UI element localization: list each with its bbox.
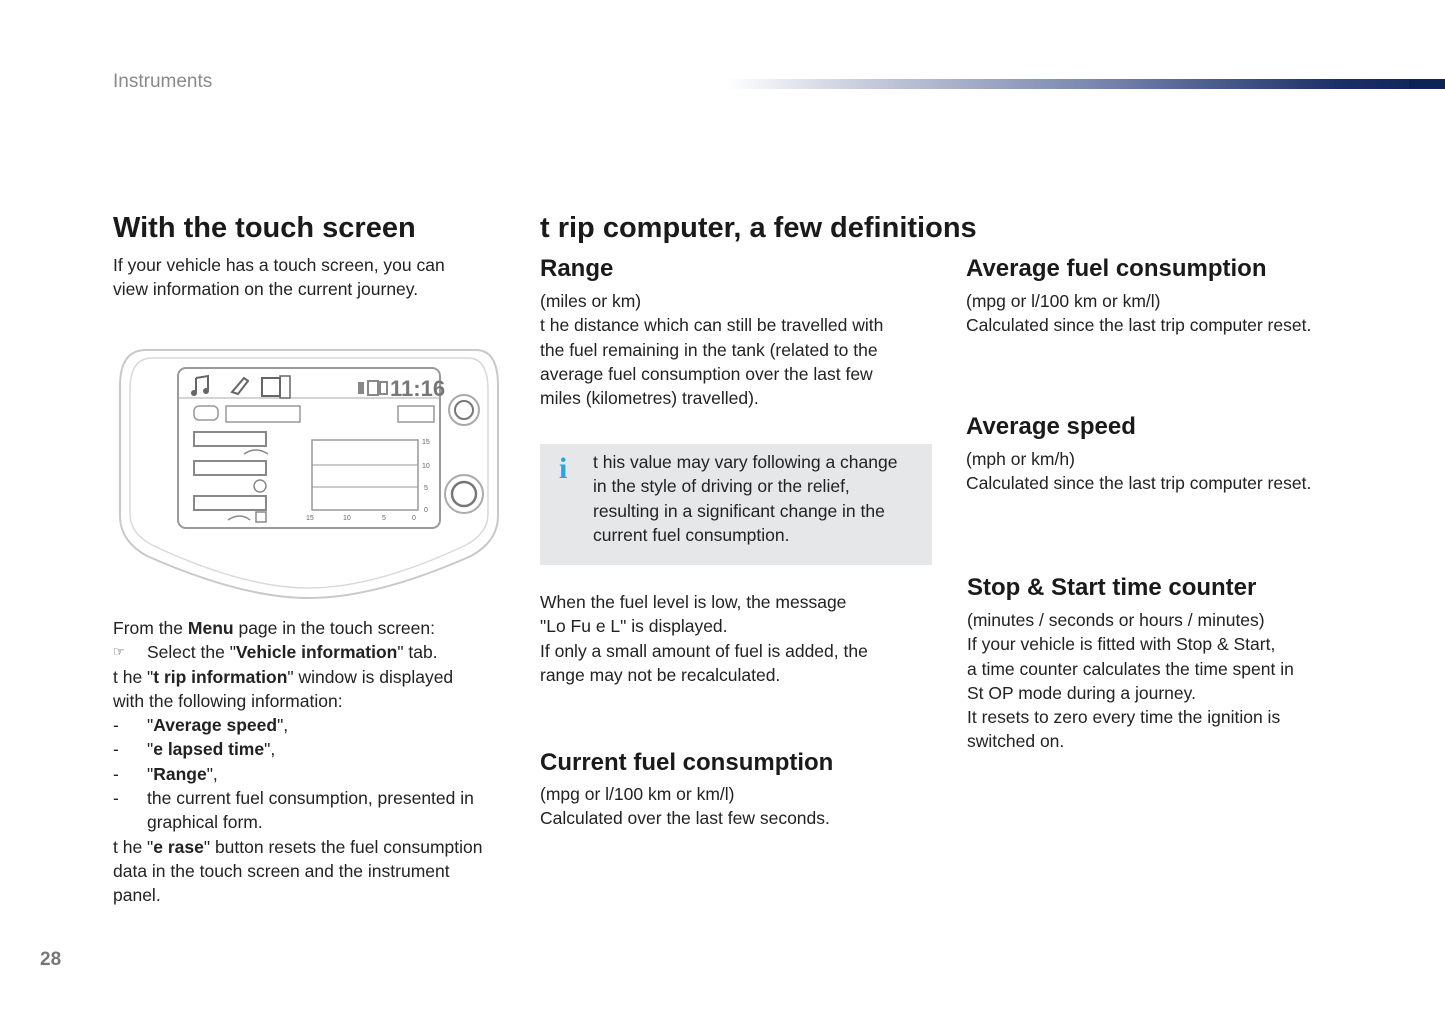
- list-item: - "Range",: [113, 763, 218, 784]
- info-text: t his value may vary following a change in the style of driving or the relief, resulting in a significant change in the current fuel consumption.: [593, 452, 898, 545]
- touch-screen-illustration: [116, 346, 502, 602]
- erase-description: t he "e rase" button resets the fuel consumption: [113, 836, 483, 857]
- pointing-hand-icon: ☞: [113, 644, 125, 660]
- trip-computer-heading: t rip computer, a few definitions: [540, 212, 977, 244]
- page-number: 28: [40, 949, 62, 970]
- current-consumption-heading: Current fuel consumption: [540, 749, 834, 776]
- list-item: - "Average speed",: [113, 715, 289, 736]
- header-gradient-bar: [726, 79, 1445, 89]
- bottom-knob-icon: [445, 475, 483, 513]
- low-fuel-text: When the fuel level is low, the message "Lo Fu e L" is displayed. If only a small amount of fuel is added, the range may not be recalculated.: [540, 592, 868, 685]
- average-fuel-text: (mpg or l/100 km or km/l) Calculated since the last trip computer reset.: [966, 291, 1312, 336]
- average-speed-heading: Average speed: [966, 413, 1136, 440]
- top-knob-icon: [449, 395, 479, 425]
- svg-text:15: 15: [306, 515, 314, 522]
- list-item: - the current fuel consumption, presented in graphical form.: [113, 788, 474, 833]
- screen-clock: 11:16: [390, 376, 446, 401]
- svg-text:15: 15: [422, 439, 430, 446]
- svg-text:5: 5: [424, 485, 428, 492]
- select-instruction: ☞ Select the "Vehicle information" tab.: [113, 640, 513, 664]
- svg-text:10: 10: [422, 463, 430, 470]
- average-fuel-heading: Average fuel consumption: [966, 255, 1267, 282]
- average-speed-text: (mph or km/h) Calculated since the last trip computer reset.: [966, 449, 1312, 494]
- info-box: [540, 444, 932, 565]
- svg-text:0: 0: [424, 507, 428, 514]
- info-icon: i: [559, 452, 568, 485]
- range-text: (miles or km) t he distance which can still be travelled with the fuel remaining in the tank (related to the average fuel consumption over the last few miles (kilometres) travelled).: [540, 291, 884, 409]
- stop-start-text: (minutes / seconds or hours / minutes) If your vehicle is fitted with Stop & Start, a time counter calculates the time spent in St OP mode during a journey. It resets to zero every time the ignition is switched on.: [967, 610, 1294, 752]
- stop-start-heading: Stop & Start time counter: [967, 574, 1257, 601]
- trip-info-list: [113, 713, 513, 834]
- range-heading: Range: [540, 255, 614, 282]
- svg-text:5: 5: [382, 515, 386, 522]
- svg-text:10: 10: [343, 515, 351, 522]
- touch-screen-intro: If your vehicle has a touch screen, you can view information on the current journey.: [113, 255, 445, 300]
- current-consumption-text: (mpg or l/100 km or km/l) Calculated over the last few seconds.: [540, 784, 830, 829]
- touch-screen-heading: With the touch screen: [113, 212, 416, 244]
- touch-screen-steps: From the Menu page in the touch screen: ☞ Select the "Vehicle information" tab. t he "t rip information" window is displayed with the following information: - "Average speed", - "e lapsed time", - "Range", - the current fuel consumption, presented in graphical form. t he "e rase" button resets the fuel consumption data in the touch screen and the instrument panel.: [113, 616, 513, 908]
- list-item: - "e lapsed time",: [113, 739, 276, 760]
- menu-instruction: From the Menu page in the touch screen:: [113, 618, 435, 638]
- section-title: Instruments: [113, 71, 213, 92]
- svg-text:0: 0: [412, 515, 416, 522]
